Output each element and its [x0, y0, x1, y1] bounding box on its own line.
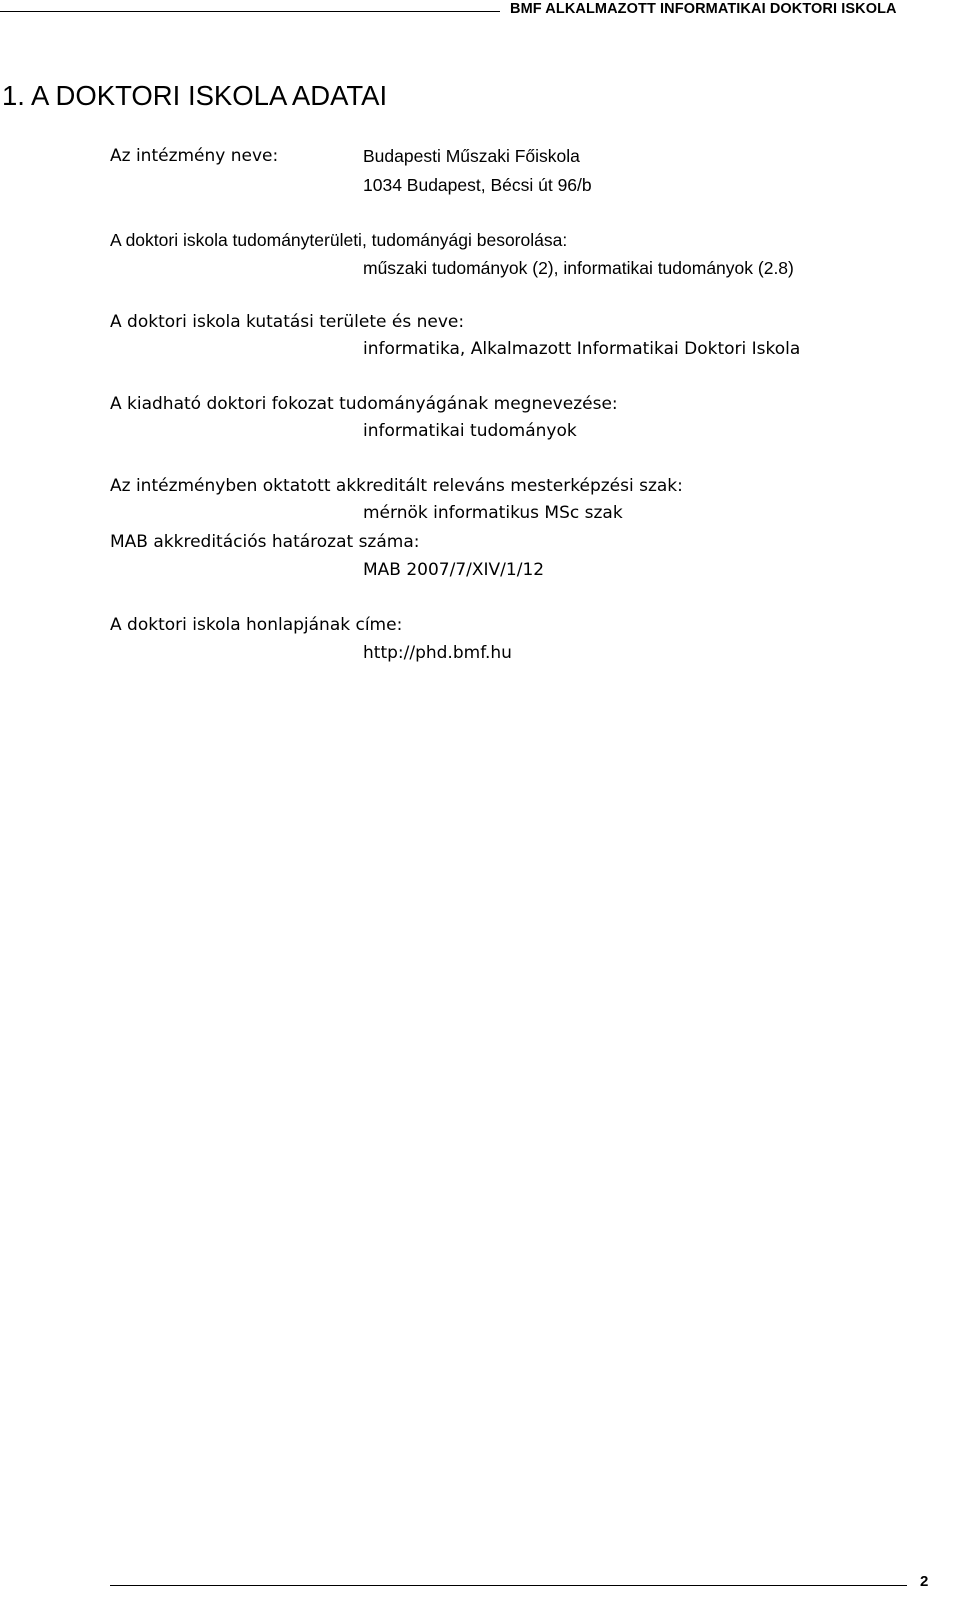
classification-value: műszaki tudományok (2), informatikai tudományok (2.8) [363, 258, 794, 278]
masters-label: Az intézményben oktatott akkreditált releváns mesterképzési szak: [110, 476, 683, 496]
mab-value: MAB 2007/7/XIV/1/12 [363, 560, 545, 580]
research-label: A doktori iskola kutatási területe és neve: [110, 312, 465, 332]
classification-label: A doktori iskola tudományterületi, tudományági besorolása: [110, 230, 568, 250]
page-number: 2 [920, 1573, 929, 1590]
section-title: 1. A DOKTORI ISKOLA ADATAI [2, 80, 388, 111]
institution-name: Budapesti Műszaki Főiskola [363, 146, 580, 166]
institution-address: 1034 Budapest, Bécsi út 96/b [363, 175, 592, 195]
degree-label: A kiadható doktori fokozat tudományágának megnevezése: [110, 394, 618, 414]
footer-rule [110, 1585, 907, 1586]
homepage-link[interactable]: http://phd.bmf.hu [363, 643, 512, 663]
mab-label: MAB akkreditációs határozat száma: [110, 532, 420, 552]
research-value: informatika, Alkalmazott Informatikai Doktori Iskola [363, 339, 801, 359]
header-rule [0, 11, 500, 12]
institution-label: Az intézmény neve: [110, 146, 279, 166]
masters-value: mérnök informatikus MSc szak [363, 503, 623, 523]
running-header: BMF ALKALMAZOTT INFORMATIKAI DOKTORI ISKOLA [510, 1, 897, 17]
homepage-label: A doktori iskola honlapjának címe: [110, 615, 403, 635]
degree-value: informatikai tudományok [363, 421, 577, 441]
